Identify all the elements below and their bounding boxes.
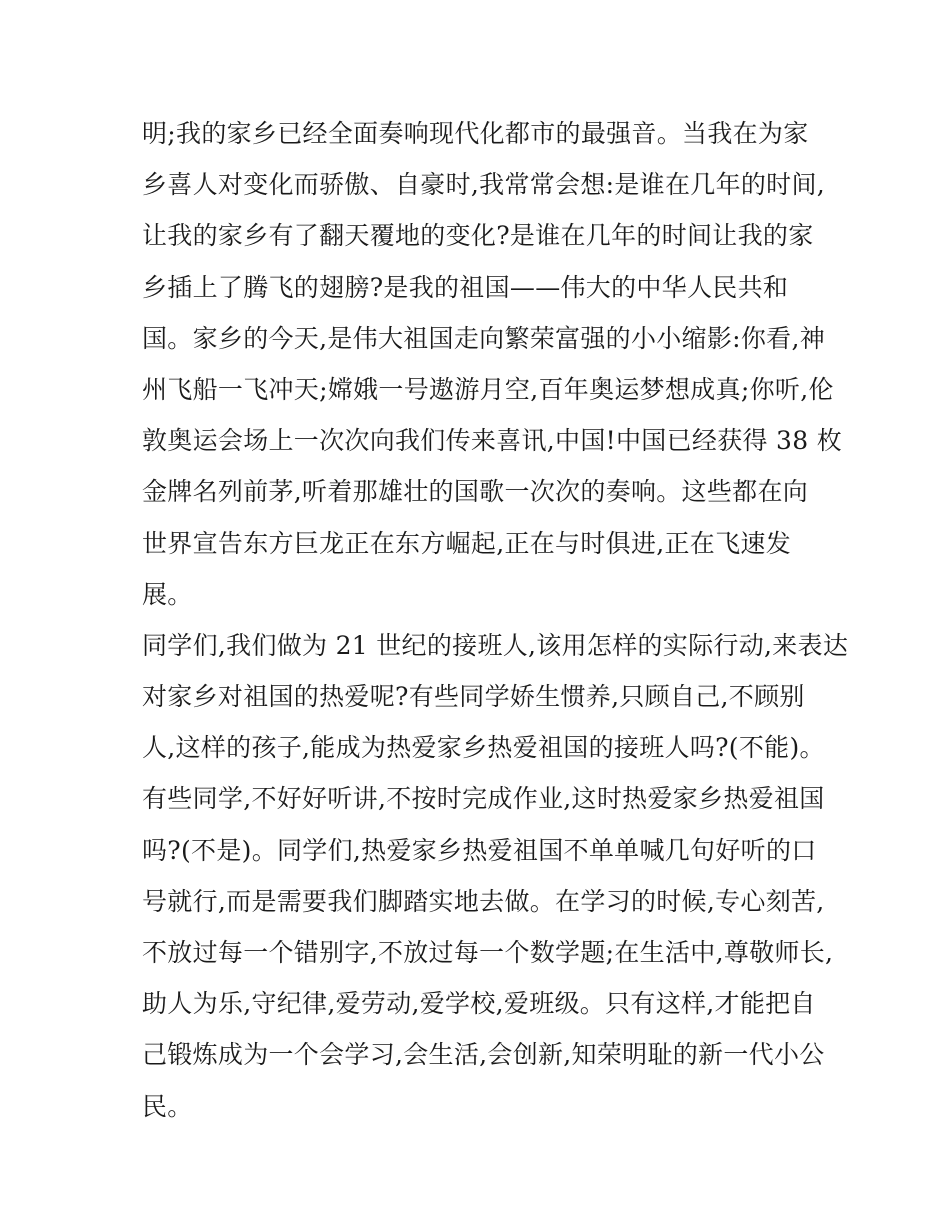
text-line: 吗?(不是)。同学们,热爱家乡热爱祖国不单单喊几句好听的口 bbox=[142, 835, 817, 865]
text-line: 同学们,我们做为 21 世纪的接班人,该用怎样的实际行动,来表达 bbox=[142, 630, 849, 660]
text-line: 世界宣告东方巨龙正在东方崛起,正在与时俱进,正在飞速发 bbox=[142, 528, 791, 558]
text-line: 助人为乐,守纪律,爱劳动,爱学校,爱班级。只有这样,才能把自 bbox=[142, 989, 816, 1019]
text-line: 民。 bbox=[142, 1091, 193, 1121]
text-line: 不放过每一个错别字,不放过每一个数学题;在生活中,尊敬师长, bbox=[142, 938, 834, 967]
text-line: 明;我的家乡已经全面奏响现代化都市的最强音。当我在为家 bbox=[142, 119, 809, 148]
text-line: 让我的家乡有了翻天覆地的变化?是谁在几年的时间让我的家 bbox=[142, 221, 814, 251]
text-line: 敦奥运会场上一次次向我们传来喜讯,中国!中国已经获得 38 枚 bbox=[142, 426, 843, 456]
text-line: 号就行,而是需要我们脚踏实地去做。在学习的时候,专心刻苦, bbox=[142, 886, 825, 916]
text-line: 展。 bbox=[142, 579, 193, 609]
text-line: 有些同学,不好好听讲,不按时完成作业,这时热爱家乡热爱祖国 bbox=[142, 784, 825, 814]
text-line: 对家乡对祖国的热爱呢?有些同学娇生惯养,只顾自己,不顾别 bbox=[142, 682, 805, 712]
text-line: 国。家乡的今天,是伟大祖国走向繁荣富强的小小缩影:你看,神 bbox=[142, 323, 826, 353]
text-line: 己锻炼成为一个会学习,会生活,会创新,知荣明耻的新一代小公 bbox=[142, 1040, 825, 1070]
text-line: 金牌名列前茅,听着那雄壮的国歌一次次的奏响。这些都在向 bbox=[142, 477, 809, 507]
text-line: 乡喜人对变化而骄傲、自豪时,我常常会想:是谁在几年的时间, bbox=[142, 170, 826, 200]
text-line: 人,这样的孩子,能成为热爱家乡热爱祖国的接班人吗?(不能)。 bbox=[142, 733, 825, 763]
text-line: 州飞船一飞冲天;嫦娥一号遨游月空,百年奥运梦想成真;你听,伦 bbox=[142, 374, 834, 404]
text-line: 乡插上了腾飞的翅膀?是我的祖国——伟大的中华人民共和 bbox=[142, 272, 789, 302]
body-text bbox=[142, 108, 849, 1132]
